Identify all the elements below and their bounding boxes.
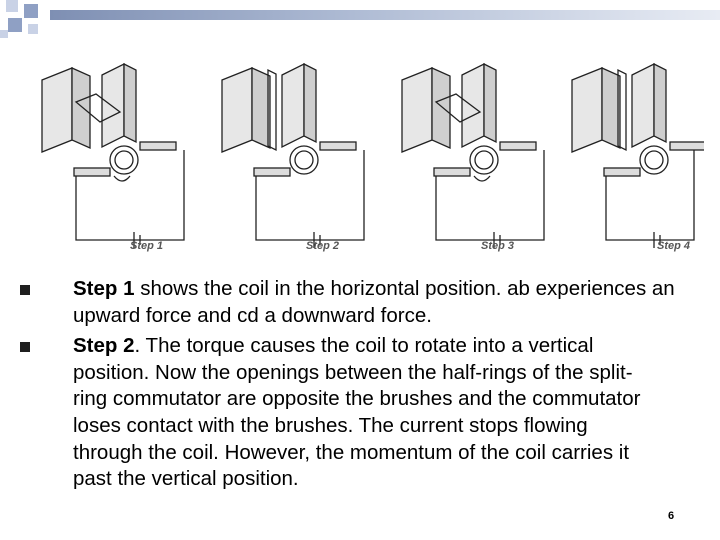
page-number: 6 [668, 510, 675, 522]
bullet-square-icon [20, 285, 30, 295]
bullet-body: shows the coil in the horizontal position. ab experiences an upward force and cd a downward force. [73, 277, 675, 327]
motor-step-4 [572, 64, 704, 248]
bullet-square-icon [20, 342, 30, 352]
bullet-lead: Step 2 [73, 334, 135, 358]
motor-step-1 [42, 64, 184, 248]
header-bar [50, 10, 720, 20]
step-label-3: Step 3 [481, 240, 515, 252]
bullet-item-step-1 [20, 276, 700, 329]
motor-step-2 [222, 64, 364, 248]
motor-steps-figure [24, 50, 704, 260]
deco-square [6, 0, 18, 12]
bullet-text [73, 276, 700, 329]
bullet-lead: Step 1 [73, 277, 135, 300]
bullet-item-step-2 [20, 333, 700, 493]
bullet-text [73, 333, 653, 493]
deco-square [24, 4, 38, 18]
bullet-body: . The torque causes the coil to rotate into a vertical position. Now the openings between the half-rings of the split-ring commutator are opposite the brushes and the commutator loses contact with the brushes. The current stops flowing through the coil. However, the momentum of the coil carries it past the vertical position. [73, 334, 641, 491]
bullet-list [20, 276, 700, 493]
deco-square [8, 18, 22, 32]
step-label-2: Step 2 [306, 240, 340, 252]
step-label-4: Step 4 [657, 240, 691, 252]
motor-step-3 [402, 64, 544, 248]
deco-square [28, 24, 38, 34]
step-label-1: Step 1 [130, 240, 164, 252]
motor-diagram [24, 50, 704, 260]
deco-square [0, 30, 8, 38]
